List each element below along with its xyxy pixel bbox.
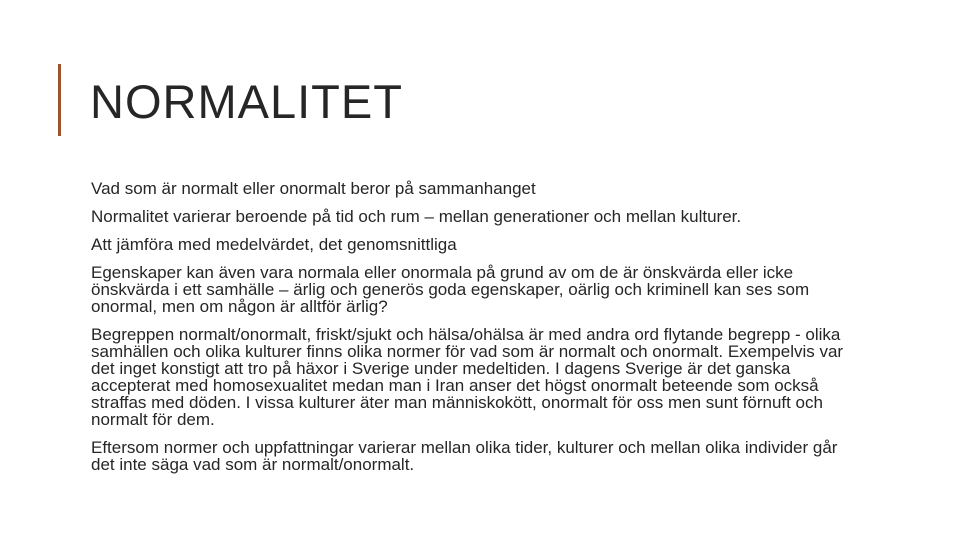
- paragraph-time-and-place: Normalitet varierar beroende på tid och rum – mellan generationer och mellan kulturer.: [91, 207, 742, 226]
- paragraph-average: Att jämföra med medelvärdet, det genomsnittliga: [91, 235, 457, 254]
- slide-body: [91, 180, 861, 484]
- paragraph-conclusion: Eftersom normer och uppfattningar varierar mellan olika tider, kulturer och mellan olika individer går det inte säga vad som är normalt/onormalt.: [91, 438, 838, 474]
- title-accent-bar: [58, 64, 61, 136]
- paragraph-desirable-traits: Egenskaper kan även vara normala eller onormala på grund av om de är önskvärda eller icke önskvärda i ett samhälle – ärlig och generös goda egenskaper, oärlig och kriminell kan ses som onormal, men om någon är alltför ärlig?: [91, 263, 810, 316]
- paragraph-fluid-concepts: Begreppen normalt/onormalt, friskt/sjukt och hälsa/ohälsa är med andra ord flytande begrepp - olika samhällen och olika kulturer finns olika normer för vad som är normalt och onormalt. Exempelvis var det inget konstigt att tro på häxor i Sverige under medeltiden. I dagens Sverige är det ganska accepterat med homosexualitet medan man i Iran anser det högst onormalt beteende som också straffas med döden. I vissa kulturer äter man människokött, onormalt för oss men sunt förnuft och normalt för dem.: [91, 325, 844, 429]
- slide-title: NORMALITET: [90, 75, 403, 128]
- paragraph-context: Vad som är normalt eller onormalt beror på sammanhanget: [91, 179, 536, 198]
